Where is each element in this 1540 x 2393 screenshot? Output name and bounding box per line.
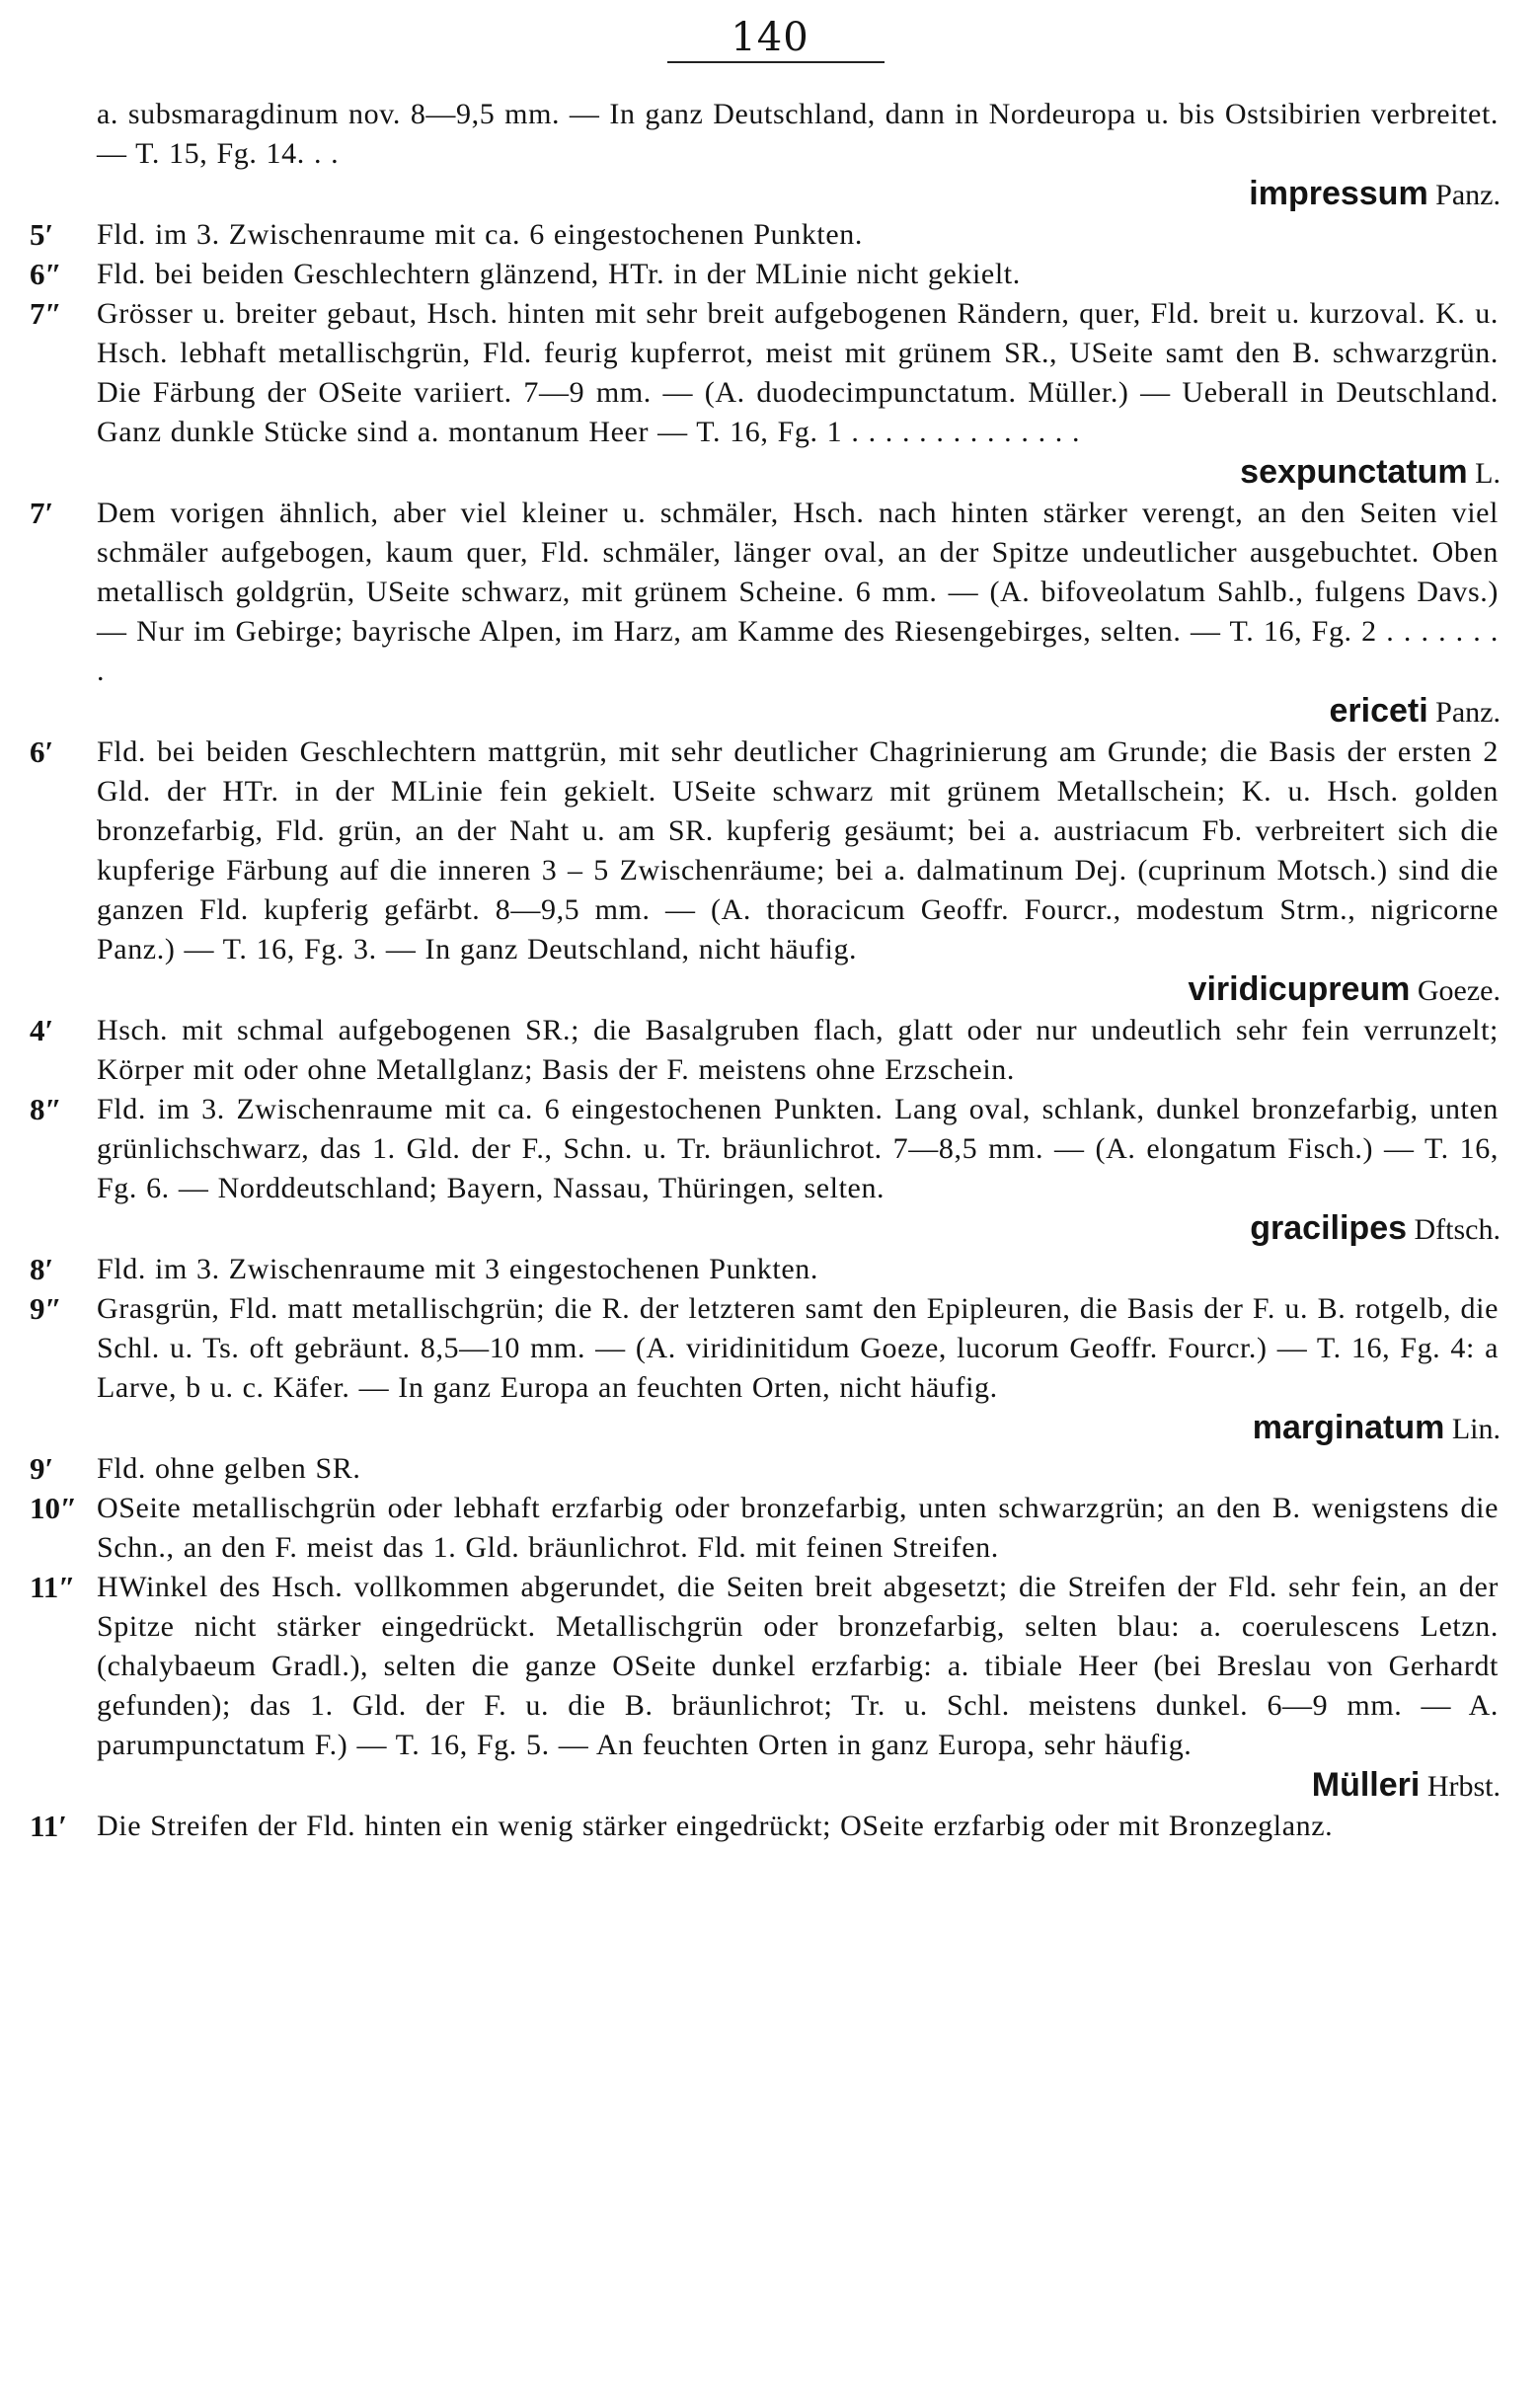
page-header <box>0 14 1540 61</box>
species-name: gracilipes <box>1250 1209 1408 1247</box>
entry-text: Fld. bei beiden Geschlechtern glänzend, HTr. in der MLinie nicht gekielt. <box>97 258 1021 290</box>
couplet-number: 9′ <box>30 1451 54 1486</box>
couplet-number: 11′ <box>30 1809 68 1843</box>
key-entry <box>0 1489 1540 1568</box>
entry-text: Hsch. mit schmal aufgebogenen SR.; die Basalgruben flach, glatt oder nur undeutlich sehr fein verrunzelt; Körper mit oder ohne Metallglanz; Basis der F. meistens ohne Erzschein. <box>97 1014 1499 1086</box>
species-line <box>0 1765 1501 1807</box>
entry-text: Die Streifen der Fld. hinten ein wenig stärker eingedrückt; OSeite erzfarbig oder mit Bronzeglanz. <box>97 1810 1334 1842</box>
couplet-number: 9″ <box>30 1291 62 1326</box>
key-entries <box>0 95 1540 1846</box>
entry-text: Grasgrün, Fld. matt metallischgrün; die R. der letzteren samt den Epipleuren, die Basis der F. u. B. rotgelb, die Schl. u. Ts. oft gebräunt. 8,5—10 mm. — (A. viridinitidum Goeze, lucorum Geoffr. Fourcr.) — T. 16, Fg. 4: a Larve, b u. c. Käfer. — In ganz Europa an feuchten Orten, nicht häufig. <box>97 1292 1499 1404</box>
entry-text: OSeite metallischgrün oder lebhaft erzfarbig oder bronzefarbig, unten schwarzgrün; an den B. wenigstens die Schn., an den F. meist das 1. Gld. bräunlichrot. Fld. mit feinen Streifen. <box>97 1492 1499 1564</box>
species-author: Panz. <box>1435 179 1501 211</box>
key-entry <box>0 215 1540 255</box>
key-entry <box>0 1449 1540 1489</box>
entry-text: Fld. im 3. Zwischenraume mit ca. 6 eingestochenen Punkten. <box>97 218 863 251</box>
entry-text: Fld. im 3. Zwischenraume mit ca. 6 eingestochenen Punkten. Lang oval, schlank, dunkel bronzefarbig, unten grünlichschwarz, das 1. Gld. der F., Schn. u. Tr. bräunlichrot. 7—8,5 mm. — (A. elongatum Fisch.) — T. 16, Fg. 6. — Norddeutschland; Bayern, Nassau, Thüringen, selten. <box>97 1093 1499 1204</box>
species-name: marginatum <box>1252 1409 1445 1446</box>
couplet-number: 6″ <box>30 257 62 291</box>
key-entry <box>0 294 1540 494</box>
couplet-number: 7′ <box>30 496 54 530</box>
couplet-number: 8″ <box>30 1092 62 1126</box>
species-line <box>0 1408 1501 1449</box>
key-entry <box>0 494 1540 733</box>
species-line <box>0 452 1501 494</box>
entry-text: a. subsmaragdinum nov. 8—9,5 mm. — In ganz Deutschland, dann in Nordeuropa u. bis Ostsibirien verbreitet. — T. 15, Fg. 14. . . <box>97 98 1499 170</box>
key-entry <box>0 1807 1540 1846</box>
species-author: Lin. <box>1451 1413 1501 1445</box>
species-name: viridicupreum <box>1188 970 1411 1008</box>
key-entry <box>0 1289 1540 1449</box>
species-author: L. <box>1475 457 1501 490</box>
species-author: Dftsch. <box>1414 1213 1501 1246</box>
key-entry <box>0 1011 1540 1090</box>
species-line <box>0 691 1501 733</box>
couplet-number: 7″ <box>30 296 62 331</box>
species-name: ericeti <box>1329 692 1428 730</box>
species-author: Goeze. <box>1417 974 1501 1007</box>
header-rule <box>667 61 885 63</box>
entry-text: Fld. im 3. Zwischenraume mit 3 eingestochenen Punkten. <box>97 1253 818 1285</box>
key-entry <box>0 95 1540 215</box>
species-line <box>0 1208 1501 1250</box>
entry-text: HWinkel des Hsch. vollkommen abgerundet, die Seiten breit abgesetzt; die Streifen der Fld. sehr fein, an der Spitze nicht stärker eingedrückt. Metallischgrün oder bronzefarbig, selten blau: a. coerulescens Letzn. (chalybaeum Gradl.), selten die ganze OSeite dunkel erzfarbig: a. tibiale Heer (bei Breslau von Gerhardt gefunden); das 1. Gld. der F. u. die B. bräunlichrot; Tr. u. Schl. meistens dunkel. 6—9 mm. — A. parumpunctatum F.) — T. 16, Fg. 5. — An feuchten Orten in ganz Europa, sehr häufig. <box>97 1571 1499 1761</box>
entry-text: Dem vorigen ähnlich, aber viel kleiner u. schmäler, Hsch. nach hinten stärker verengt, an den Seiten viel schmäler aufgebogen, kaum quer, Fld. schmäler, länger oval, an der Spitze undeutlicher ausgebuchtet. Oben metallisch goldgrün, USeite schwarz, mit grünem Scheine. 6 mm. — (A. bifoveolatum Sahlb., fulgens Davs.) — Nur im Gebirge; bayrische Alpen, im Harz, am Kamme des Riesengebirges, selten. — T. 16, Fg. 2 . . . . . . . . <box>97 497 1499 687</box>
entry-text: Fld. ohne gelben SR. <box>97 1452 361 1485</box>
species-name: impressum <box>1249 175 1428 212</box>
species-author: Hrbst. <box>1426 1770 1501 1803</box>
page-number: 140 <box>731 15 809 60</box>
couplet-number: 6′ <box>30 734 54 769</box>
couplet-number: 8′ <box>30 1252 54 1286</box>
key-entry <box>0 255 1540 294</box>
key-entry <box>0 733 1540 1011</box>
couplet-number: 4′ <box>30 1013 54 1047</box>
species-line <box>0 174 1501 215</box>
key-entry <box>0 1568 1540 1807</box>
couplet-number: 5′ <box>30 217 54 252</box>
entry-text: Fld. bei beiden Geschlechtern mattgrün, mit sehr deutlicher Chagrinierung am Grunde; die Basis der ersten 2 Gld. der HTr. in der MLinie fein gekielt. USeite schwarz mit grünem Metallschein; K. u. Hsch. golden bronzefarbig, Fld. grün, an der Naht u. am SR. kupferig gesäumt; bei a. austriacum Fb. verbreitert sich die kupferige Färbung auf die inneren 3 – 5 Zwischenräume; bei a. dalmatinum Dej. (cuprinum Motsch.) sind die ganzen Fld. kupferig gefärbt. 8—9,5 mm. — (A. thoracicum Geoffr. Fourcr., modestum Strm., nigricorne Panz.) — T. 16, Fg. 3. — In ganz Deutschland, nicht häufig. <box>97 735 1499 965</box>
couplet-number: 10″ <box>30 1491 78 1525</box>
key-entry <box>0 1250 1540 1289</box>
entry-text: Grösser u. breiter gebaut, Hsch. hinten mit sehr breit aufgebogenen Rändern, quer, Fld. breit u. kurzoval. K. u. Hsch. lebhaft metallischgrün, Fld. feurig kupferrot, meist mit grünem SR., USeite samt den B. schwarzgrün. Die Färbung der OSeite variiert. 7—9 mm. — (A. duodecimpunctatum. Müller.) — Ueberall in Deutschland. Ganz dunkle Stücke sind a. montanum Heer — T. 16, Fg. 1 . . . . . . . . . . . . . . <box>97 297 1499 448</box>
species-name: Mülleri <box>1311 1766 1421 1804</box>
species-name: sexpunctatum <box>1240 453 1468 491</box>
couplet-number: 11″ <box>30 1570 76 1604</box>
species-author: Panz. <box>1435 696 1501 729</box>
key-entry <box>0 1090 1540 1250</box>
species-line <box>0 969 1501 1011</box>
